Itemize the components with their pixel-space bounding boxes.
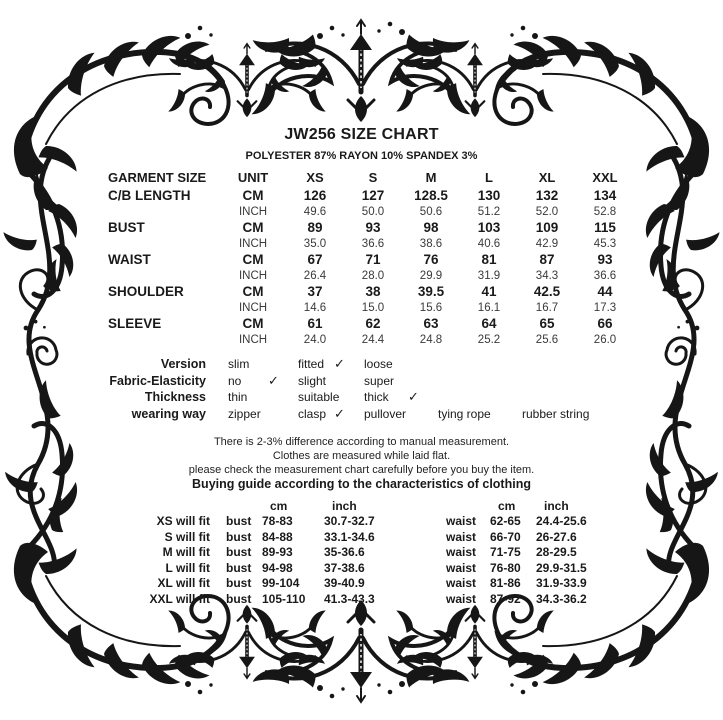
measurement-label: WAIST [108,252,151,267]
attribute-option: slim [228,357,250,372]
value-cell: 126 [303,188,327,203]
check-mark-icon: ✓ [408,389,419,405]
fit-size-label: XS will fit [156,514,210,529]
check-mark-icon: ✓ [334,356,345,372]
value-cell: 132 [535,188,559,203]
measurement-label: C/B LENGTH [108,188,191,203]
unit-cell: CM [242,284,264,299]
attribute-row [100,406,645,423]
waist-inch-range: 34.3-36.2 [536,591,587,606]
column-header-size-m: M [425,169,437,185]
attribute-option: pullover [364,406,407,421]
attribute-option: thin [228,390,248,405]
attribute-label: Version [160,357,206,372]
unit-cell: CM [242,252,264,267]
value-cell: 15.0 [361,301,385,314]
column-header-inch: inch [544,498,569,513]
fabric-composition: POLYESTER 87% RAYON 10% SPANDEX 3% [245,150,478,162]
note-line: Clothes are measured while laid flat. [272,450,451,462]
size-table-header-row [108,167,632,187]
waist-cm-range: 81-86 [490,576,521,591]
unit-cell: INCH [238,301,268,314]
value-cell: 103 [477,220,501,235]
value-cell: 65 [539,316,555,331]
value-cell: 34.3 [535,269,559,282]
value-cell: 25.2 [477,333,501,346]
bust-label: bust [226,529,252,544]
attribute-option: loose [364,357,393,372]
check-mark-icon: ✓ [334,405,345,421]
value-cell: 37 [307,284,323,299]
garment-attributes [100,356,645,422]
column-header-size-xs: XS [306,169,324,185]
attribute-label: wearing way [131,406,206,421]
buying-guide-row [138,545,594,561]
value-cell: 52.0 [535,205,559,218]
value-cell: 50.6 [419,205,443,218]
value-cell: 93 [365,220,381,235]
value-cell: 93 [597,252,613,267]
bust-cm-range: 84-88 [262,529,293,544]
check-mark-icon: ✓ [268,372,279,388]
size-table-row [108,315,632,332]
value-cell: 35.0 [303,237,327,250]
unit-cell: INCH [238,333,268,346]
fit-size-label: S will fit [164,529,210,544]
size-table-row [108,236,632,251]
unit-cell: CM [242,220,264,235]
waist-inch-range: 31.9-33.9 [536,576,587,591]
waist-label: waist [446,591,477,606]
buying-guide-row [138,591,594,607]
value-cell: 24.8 [419,333,443,346]
value-cell: 26.0 [593,333,617,346]
attribute-option: slight [298,373,327,388]
waist-label: waist [446,529,477,544]
value-cell: 14.6 [303,301,327,314]
attribute-option: no [228,373,242,388]
waist-cm-range: 62-65 [490,514,521,529]
waist-label: waist [446,560,477,575]
value-cell: 40.6 [477,237,501,250]
value-cell: 50.0 [361,205,385,218]
value-cell: 38.6 [419,237,443,250]
attribute-row [100,356,645,373]
unit-cell: INCH [238,269,268,282]
value-cell: 16.1 [477,301,501,314]
value-cell: 39.5 [417,284,445,299]
bust-inch-range: 35-36.6 [324,545,365,560]
bust-cm-range: 99-104 [262,576,300,591]
size-table-row [108,300,632,315]
measurement-label: SHOULDER [108,284,184,299]
size-table-row [108,251,632,268]
value-cell: 42.5 [533,284,561,299]
size-table [108,167,632,347]
fit-size-label: XXL will fit [149,591,210,606]
waist-cm-range: 76-80 [490,560,521,575]
waist-inch-range: 28-29.5 [536,545,577,560]
value-cell: 45.3 [593,237,617,250]
attribute-option: suitable [298,390,340,405]
size-table-row [108,187,632,204]
bust-cm-range: 89-93 [262,545,293,560]
waist-label: waist [446,514,477,529]
column-header-cm: cm [498,498,516,513]
page-title: JW256 SIZE CHART [284,126,439,143]
waist-cm-range: 71-75 [490,545,521,560]
value-cell: 128.5 [414,188,448,203]
buying-guide-row [138,529,594,545]
bust-inch-range: 39-40.9 [324,576,365,591]
fit-size-label: L will fit [165,560,210,575]
value-cell: 71 [365,252,381,267]
waist-inch-range: 29.9-31.5 [536,560,587,575]
column-header-garment-size: GARMENT SIZE [108,169,207,185]
unit-cell: INCH [238,205,268,218]
attribute-option: zipper [228,406,261,421]
bust-label: bust [226,560,252,575]
value-cell: 38 [365,284,381,299]
size-table-row [108,283,632,300]
fit-size-label: M will fit [162,545,210,560]
unit-cell: CM [242,188,264,203]
attribute-option: rubber string [522,406,590,421]
value-cell: 134 [593,188,617,203]
bust-inch-range: 33.1-34.6 [324,529,375,544]
waist-inch-range: 26-27.6 [536,529,577,544]
bust-cm-range: 105-110 [262,591,306,606]
value-cell: 28.0 [361,269,385,282]
size-table-row [108,268,632,283]
value-cell: 63 [423,316,439,331]
value-cell: 24.4 [361,333,385,346]
waist-cm-range: 87-92 [490,591,521,606]
size-table-row [108,219,632,236]
value-cell: 25.6 [535,333,559,346]
note-line: There is 2-3% difference according to manual measurement. [213,436,510,448]
value-cell: 87 [539,252,555,267]
value-cell: 64 [481,316,497,331]
size-table-row [108,204,632,219]
value-cell: 24.0 [303,333,327,346]
column-header-inch: inch [332,498,357,513]
value-cell: 42.9 [535,237,559,250]
value-cell: 66 [597,316,613,331]
bust-label: bust [226,576,252,591]
buying-guide-table [138,498,594,607]
bust-inch-range: 30.7-32.7 [324,514,375,529]
bust-label: bust [226,545,252,560]
value-cell: 76 [423,252,439,267]
note-line: please check the measurement chart carefully before you buy the item. [188,464,535,476]
value-cell: 41 [481,284,497,299]
value-cell: 115 [594,220,616,235]
column-header-unit: UNIT [237,169,269,185]
waist-inch-range: 24.4-25.6 [536,514,587,529]
value-cell: 26.4 [303,269,327,282]
attribute-option: thick [364,390,389,405]
measurement-label: BUST [108,220,145,235]
unit-cell: INCH [238,237,268,250]
value-cell: 51.2 [477,205,501,218]
bust-inch-range: 37-38.6 [324,560,365,575]
value-cell: 49.6 [303,205,327,218]
attribute-label: Thickness [144,390,206,405]
column-header-cm: cm [270,498,288,513]
size-table-row [108,332,632,347]
column-header-size-l: L [485,169,493,185]
bust-cm-range: 94-98 [262,560,293,575]
value-cell: 67 [307,252,323,267]
bust-label: bust [226,514,252,529]
value-cell: 36.6 [593,269,617,282]
value-cell: 130 [477,188,501,203]
attribute-option: super [364,373,395,388]
measurement-notes [0,435,723,477]
value-cell: 16.7 [535,301,559,314]
attribute-option: tying rope [438,406,491,421]
value-cell: 81 [481,252,497,267]
value-cell: 29.9 [419,269,443,282]
unit-cell: CM [242,316,264,331]
value-cell: 44 [597,284,613,299]
attribute-row [100,373,645,390]
attribute-option: fitted [298,357,325,372]
buying-guide-row [138,514,594,530]
column-header-size-xl: XL [538,169,556,185]
bust-label: bust [226,591,252,606]
buying-guide-title: Buying guide according to the characteristics of clothing [192,477,531,491]
value-cell: 15.6 [419,301,443,314]
value-cell: 31.9 [477,269,501,282]
value-cell: 89 [307,220,323,235]
measurement-label: SLEEVE [108,316,162,331]
attribute-option: clasp [298,406,327,421]
buying-guide-header-row [138,498,594,514]
column-header-size-s: S [368,169,378,185]
bust-inch-range: 41.3-43.3 [324,591,375,606]
waist-label: waist [446,545,477,560]
bust-cm-range: 78-83 [262,514,293,529]
waist-cm-range: 66-70 [490,529,521,544]
value-cell: 109 [535,220,559,235]
value-cell: 36.6 [361,237,385,250]
column-header-size-xxl: XXL [592,169,618,185]
waist-label: waist [446,576,477,591]
value-cell: 52.8 [593,205,617,218]
attribute-row [100,389,645,406]
buying-guide-row [138,576,594,592]
value-cell: 98 [423,220,439,235]
value-cell: 61 [307,316,323,331]
value-cell: 62 [365,316,381,331]
value-cell: 127 [361,188,385,203]
value-cell: 17.3 [593,301,617,314]
fit-size-label: XL will fit [157,576,210,591]
attribute-label: Fabric-Elasticity [109,373,206,388]
buying-guide-row [138,560,594,576]
